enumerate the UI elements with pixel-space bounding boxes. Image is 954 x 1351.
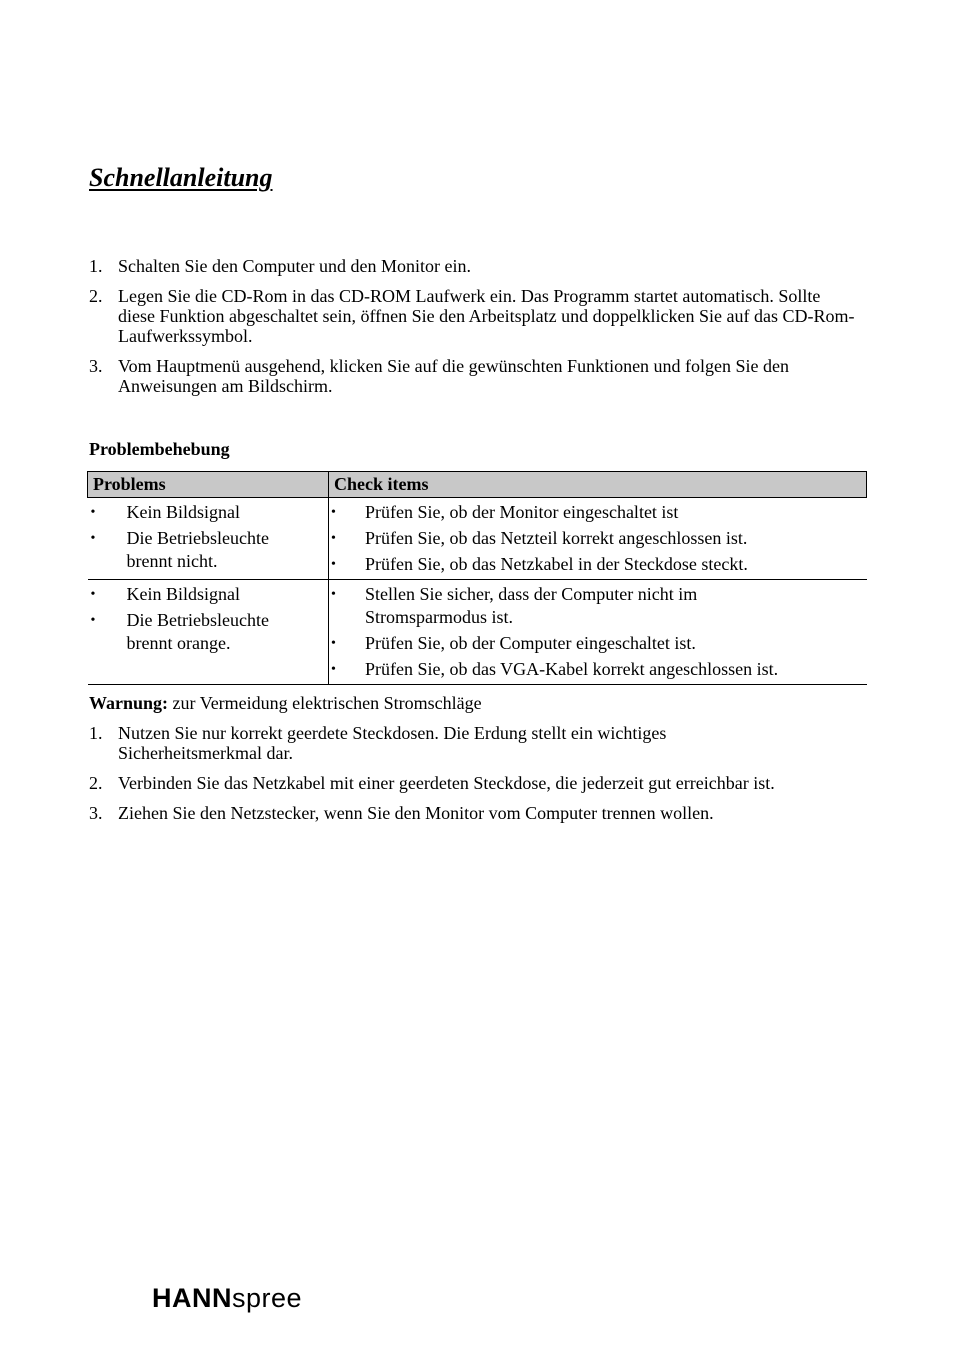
problem-text: Kein Bildsignal (126, 584, 240, 604)
list-item (89, 256, 859, 276)
hannspree-logo (152, 1283, 302, 1314)
bullet-icon: • (331, 531, 336, 546)
step-text: Legen Sie die CD-Rom in das CD-ROM Laufwerk ein. Das Programm startet automatisch. Sollte diese Funktion abgeschaltet sein, öffnen Sie den Arbeitsplatz und doppelklicken Sie auf das CD-Rom-Laufwerkssymbol. (118, 286, 855, 346)
bullet-icon: • (331, 557, 336, 572)
check-text: Prüfen Sie, ob der Computer eingeschaltet ist. (365, 633, 696, 653)
list-item (88, 583, 329, 606)
bullet-icon: • (90, 613, 96, 628)
check-text: Prüfen Sie, ob das VGA-Kabel korrekt angeschlossen ist. (365, 659, 779, 679)
bullet-icon: • (90, 587, 96, 602)
troubleshooting-table (87, 471, 867, 685)
bullet-icon: • (331, 505, 336, 520)
bullet-icon: • (90, 505, 96, 520)
warning-list (89, 723, 859, 833)
step-number: 1. (89, 256, 103, 276)
warning-line (89, 693, 482, 714)
problem-text: Die Betriebsleuchte brennt orange. (126, 610, 269, 653)
check-text: Prüfen Sie, ob der Monitor eingeschaltet ist (365, 502, 679, 522)
check-text: Stellen Sie sicher, dass der Computer nicht im Stromsparmodus ist. (365, 584, 698, 627)
list-item (329, 553, 867, 576)
warning-item-text: Ziehen Sie den Netzstecker, wenn Sie den Monitor vom Computer trennen wollen. (118, 803, 714, 823)
check-text: Prüfen Sie, ob das Netzteil korrekt angeschlossen ist. (365, 528, 748, 548)
bullet-icon: • (331, 636, 336, 651)
list-item (88, 501, 329, 524)
list-item (89, 723, 758, 763)
list-item (89, 356, 859, 396)
check-text: Prüfen Sie, ob das Netzkabel in der Steckdose steckt. (365, 554, 748, 574)
list-item (89, 773, 859, 793)
bullet-icon: • (331, 662, 336, 677)
column-header-check-items: Check items (329, 472, 867, 498)
list-item (329, 527, 867, 550)
table-header-row (88, 472, 867, 498)
list-item (329, 658, 867, 681)
troubleshooting-heading: Problembehebung (89, 439, 230, 459)
step-text: Vom Hauptmenü ausgehend, klicken Sie auf die gewünschten Funktionen und folgen Sie den Anweisungen am Bildschirm. (118, 356, 790, 396)
step-number: 3. (89, 356, 103, 376)
list-item (329, 632, 867, 655)
step-number: 1. (89, 723, 103, 743)
step-number: 3. (89, 803, 103, 823)
step-number: 2. (89, 773, 103, 793)
problem-text: Kein Bildsignal (126, 502, 240, 522)
column-header-problems: Problems (88, 472, 329, 498)
problem-text: Die Betriebsleuchte brennt nicht. (126, 528, 269, 571)
page-title: Schnellanleitung (89, 163, 273, 192)
table-row (88, 580, 867, 685)
bullet-icon: • (90, 531, 96, 546)
list-item (89, 803, 859, 823)
setup-steps-list (89, 256, 859, 406)
warning-item-text: Verbinden Sie das Netzkabel mit einer geerdeten Steckdose, die jederzeit gut erreichbar ist. (118, 773, 775, 793)
list-item (88, 609, 297, 655)
checks-cell (329, 580, 867, 685)
warning-item-text: Nutzen Sie nur korrekt geerdete Steckdosen. Die Erdung stellt ein wichtiges Sicherheitsmerkmal dar. (118, 723, 667, 763)
list-item (329, 501, 867, 524)
warning-text: zur Vermeidung elektrischen Stromschläge (172, 693, 482, 713)
problems-cell (88, 580, 329, 685)
list-item (329, 583, 785, 629)
list-item (88, 527, 297, 573)
warning-label: Warnung: (89, 693, 169, 713)
checks-cell (329, 498, 867, 580)
table-row (88, 498, 867, 580)
logo-bold: HANN (152, 1283, 232, 1313)
bullet-icon: • (331, 587, 336, 602)
problems-cell (88, 498, 329, 580)
logo-light: spree (232, 1283, 303, 1313)
step-number: 2. (89, 286, 103, 306)
list-item (89, 286, 859, 346)
step-text: Schalten Sie den Computer und den Monitor ein. (118, 256, 471, 276)
